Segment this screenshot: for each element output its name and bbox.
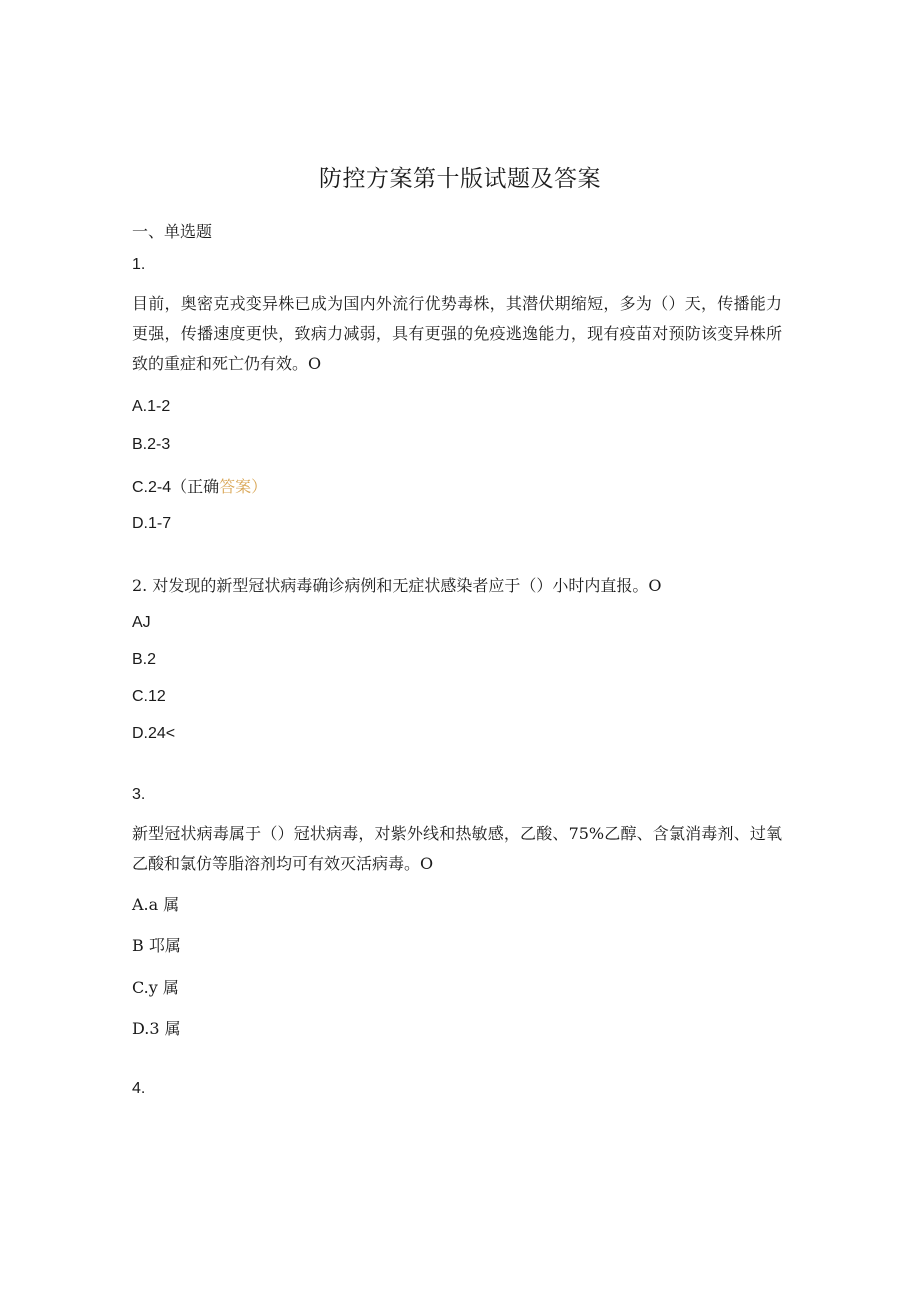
question-3-option-a: A.a 属 xyxy=(132,895,180,914)
question-3-number: 3. xyxy=(132,786,146,803)
question-3-text: 新型冠状病毒属于（）冠状病毒，对紫外线和热敏感，乙酸、75%乙醇、含氯消毒剂、过氧乙酸和氯仿等脂溶剂均可有效灭活病毒。O xyxy=(132,824,782,873)
question-3-option-d: D.3 属 xyxy=(132,1019,181,1038)
section-heading: 一、单选题 xyxy=(132,222,213,241)
question-3-option-c: C.y 属 xyxy=(132,978,179,997)
question-2-text: 2. 对发现的新型冠状病毒确诊病例和无症状感染者应于（）小时内直报。O xyxy=(132,576,662,595)
question-1-text: 目前，奥密克戎变异株已成为国内外流行优势毒株，其潜伏期缩短，多为（）天，传播能力更强，传播速度更快，致病力减弱，具有更强的免疫逃逸能力，现有疫苗对预防该变异株所致的重症和死亡仍有效。O xyxy=(132,294,782,373)
question-1-option-c: C.2-4 xyxy=(132,479,172,496)
answer-marker-suffix: 答案） xyxy=(219,477,268,496)
question-1-option-d: D.1-7 xyxy=(132,515,172,532)
question-2-option-c: C.12 xyxy=(132,688,166,705)
question-2-option-b: B.2 xyxy=(132,651,157,668)
question-2-option-a: AJ xyxy=(132,614,151,631)
question-2-option-d: D.24< xyxy=(132,725,176,742)
question-1-option-c-row xyxy=(132,474,267,497)
question-4-number: 4. xyxy=(132,1080,146,1097)
page-title: 防控方案第十版试题及答案 xyxy=(319,166,601,192)
answer-marker-prefix: （正确 xyxy=(171,477,220,496)
question-1-option-a: A.1-2 xyxy=(132,398,171,415)
question-1-number: 1. xyxy=(132,256,146,273)
question-1-option-b: B.2-3 xyxy=(132,436,171,453)
question-3-option-b: B 邛属 xyxy=(132,936,181,955)
